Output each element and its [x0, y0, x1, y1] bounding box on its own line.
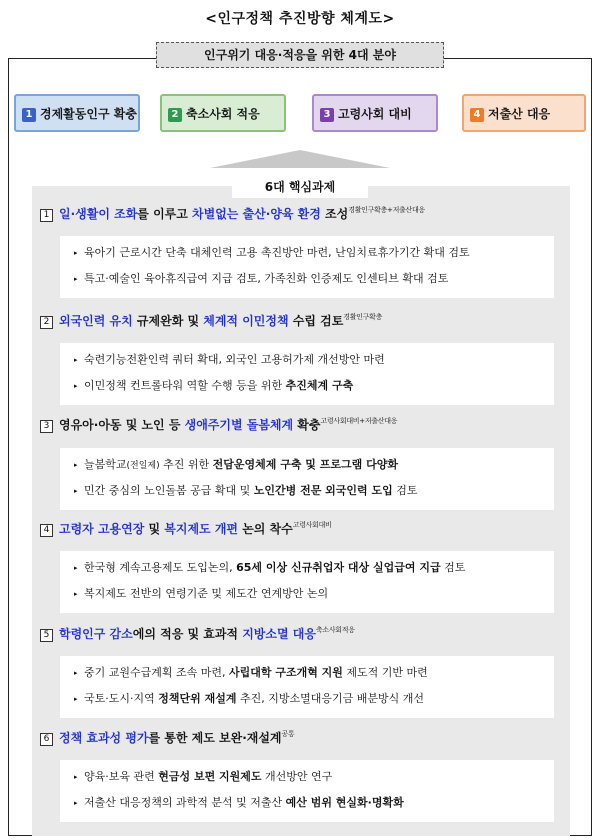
task-area-tag: 축소사회적응 — [315, 626, 355, 634]
task-text: 조성 — [320, 207, 349, 221]
detail-emphasis: 추진체계 구축 — [285, 379, 354, 392]
detail-text: 민간 중심의 노인돌봄 공급 확대 및 — [84, 484, 254, 497]
task-details — [60, 656, 554, 718]
detail-item — [74, 481, 548, 507]
detail-text: 특고·예술인 육아휴직급여 지급 검토, 가족친화 인증제도 인센티브 확대 검토 — [84, 272, 449, 285]
core-task-4 — [40, 520, 562, 537]
core-tasks-title: 6대 핵심과제 — [232, 176, 368, 198]
detail-text: 국토·도시·지역 — [84, 692, 159, 705]
task-number-box: 2 — [40, 316, 53, 329]
task-text: 영유아·아동 및 노인 등 — [59, 418, 185, 432]
detail-item — [74, 767, 548, 793]
detail-item — [74, 689, 548, 715]
bullet-triangle-icon: ▸ — [74, 669, 78, 677]
task-text: 에의 적응 및 효과적 — [132, 627, 243, 641]
bullet-triangle-icon: ▸ — [74, 773, 78, 781]
detail-text: 추진 위한 — [159, 458, 213, 471]
core-task-2 — [40, 312, 562, 329]
task-number-box: 4 — [40, 524, 53, 537]
area-4 — [462, 94, 586, 132]
detail-item — [74, 558, 548, 584]
bullet-triangle-icon: ▸ — [74, 487, 78, 495]
task-number-box: 6 — [40, 733, 53, 746]
detail-emphasis: 정책단위 재설계 — [158, 692, 237, 705]
area-number-badge: 4 — [470, 108, 484, 122]
core-task-5 — [40, 625, 562, 642]
task-details — [60, 236, 554, 298]
area-number-badge: 2 — [168, 108, 182, 122]
task-area-tag: 고령사회대비+저출산대응 — [320, 417, 398, 425]
detail-text: 검토 — [440, 561, 466, 574]
task-area-tag: 고령사회대비 — [292, 521, 332, 529]
task-text: 규제완화 및 — [132, 314, 204, 328]
detail-item — [74, 350, 548, 376]
task-keyword: 학령인구 감소 — [59, 627, 133, 641]
detail-text: 숙련기능전환인력 쿼터 확대, 외국인 고용허가제 개선방안 마련 — [84, 353, 385, 366]
task-number-box: 5 — [40, 629, 53, 642]
area-3 — [312, 94, 438, 132]
bullet-triangle-icon: ▸ — [74, 461, 78, 469]
task-keyword: 체계적 이민정책 — [203, 314, 289, 328]
core-task-1 — [40, 205, 562, 222]
detail-emphasis: 현금성 보편 지원제도 — [158, 770, 262, 783]
area-label: 경제활동인구 확충 — [40, 107, 137, 121]
task-keyword: 차별없는 출산·양육 환경 — [192, 207, 321, 221]
task-text: 논의 착수 — [238, 522, 293, 536]
detail-text: 저출산 대응정책의 과학적 분석 및 저출산 — [84, 796, 286, 809]
detail-item — [74, 793, 548, 819]
task-keyword: 정책 효과성 평가 — [59, 731, 149, 745]
detail-text: 개선방안 연구 — [261, 770, 333, 783]
area-number-badge: 1 — [22, 108, 36, 122]
detail-text: 추진, 지방소멸대응기금 배분방식 개선 — [236, 692, 424, 705]
bullet-triangle-icon: ▸ — [74, 249, 78, 257]
detail-text: 양육·보육 관련 — [84, 770, 159, 783]
detail-emphasis: 전담운영체제 구축 및 프로그램 다양화 — [212, 458, 398, 471]
up-arrow-icon — [210, 150, 390, 168]
bullet-triangle-icon: ▸ — [74, 275, 78, 283]
areas-header: 인구위기 대응·적응을 위한 4대 분야 — [156, 42, 444, 68]
area-label: 고령사회 대비 — [338, 107, 412, 121]
task-number-box: 3 — [40, 420, 53, 433]
detail-text: 이민정책 컨트롤타워 역할 수행 등을 위한 — [84, 379, 286, 392]
detail-text: 복지제도 전반의 연령기준 및 제도간 연계방안 논의 — [84, 587, 329, 600]
bullet-triangle-icon: ▸ — [74, 564, 78, 572]
detail-emphasis: 노인간병 전문 외국인력 도입 — [253, 484, 393, 497]
area-label: 축소사회 적응 — [186, 107, 260, 121]
core-task-6 — [40, 729, 562, 746]
task-text: 를 통한 제도 보완·재설계 — [148, 731, 282, 745]
detail-text: 검토 — [392, 484, 418, 497]
detail-item — [74, 376, 548, 402]
area-label: 저출산 대응 — [488, 107, 551, 121]
detail-emphasis: 65세 이상 신규취업자 대상 실업급여 지급 — [236, 561, 441, 574]
bullet-triangle-icon: ▸ — [74, 695, 78, 703]
task-area-tag: 공통 — [281, 730, 295, 738]
task-keyword: 복지제도 개편 — [164, 522, 239, 536]
detail-text: 제도적 기반 마련 — [342, 666, 428, 679]
task-area-tag: 경활인구확충+저출산대응 — [348, 206, 425, 214]
task-keyword: 지방소멸 대응 — [242, 627, 316, 641]
bullet-triangle-icon: ▸ — [74, 382, 78, 390]
task-keyword: 고령자 고용연장 — [59, 522, 145, 536]
task-details — [60, 448, 554, 510]
task-text: 확충 — [293, 418, 321, 432]
detail-item — [74, 243, 548, 269]
detail-text: (전일제) — [126, 461, 160, 471]
detail-item — [74, 663, 548, 689]
area-number-badge: 3 — [320, 108, 334, 122]
task-text: 수립 검토 — [288, 314, 344, 328]
task-keyword: 외국인력 유치 — [59, 314, 133, 328]
bullet-triangle-icon: ▸ — [74, 799, 78, 807]
detail-text: 육아기 근로시간 단축 대체인력 고용 촉진방안 마련, 난임치료휴가기간 확대 검토 — [84, 246, 470, 259]
task-text: 및 — [144, 522, 165, 536]
area-1 — [14, 94, 140, 132]
detail-item — [74, 269, 548, 295]
task-details — [60, 760, 554, 822]
detail-emphasis: 사립대학 구조개혁 지원 — [229, 666, 343, 679]
task-area-tag: 경활인구확충 — [343, 313, 383, 321]
task-text: 를 이루고 — [137, 207, 193, 221]
task-number-box: 1 — [40, 209, 53, 222]
detail-item — [74, 455, 548, 481]
detail-text: 중기 교원수급계획 조속 마련, — [84, 666, 229, 679]
task-keyword: 생애주기별 돌봄체계 — [184, 418, 294, 432]
detail-text: 늘봄학교 — [84, 458, 127, 471]
task-keyword: 일·생활이 조화 — [59, 207, 138, 221]
bullet-triangle-icon: ▸ — [74, 590, 78, 598]
page-title: <인구정책 추진방향 체계도> — [205, 11, 395, 27]
detail-emphasis: 예산 범위 현실화·명확화 — [285, 796, 404, 809]
detail-text: 한국형 계속고용제도 도입논의, — [84, 561, 237, 574]
detail-item — [74, 584, 548, 610]
area-2 — [160, 94, 286, 132]
task-details — [60, 343, 554, 405]
task-details — [60, 551, 554, 613]
core-task-3 — [40, 416, 562, 433]
bullet-triangle-icon: ▸ — [74, 356, 78, 364]
